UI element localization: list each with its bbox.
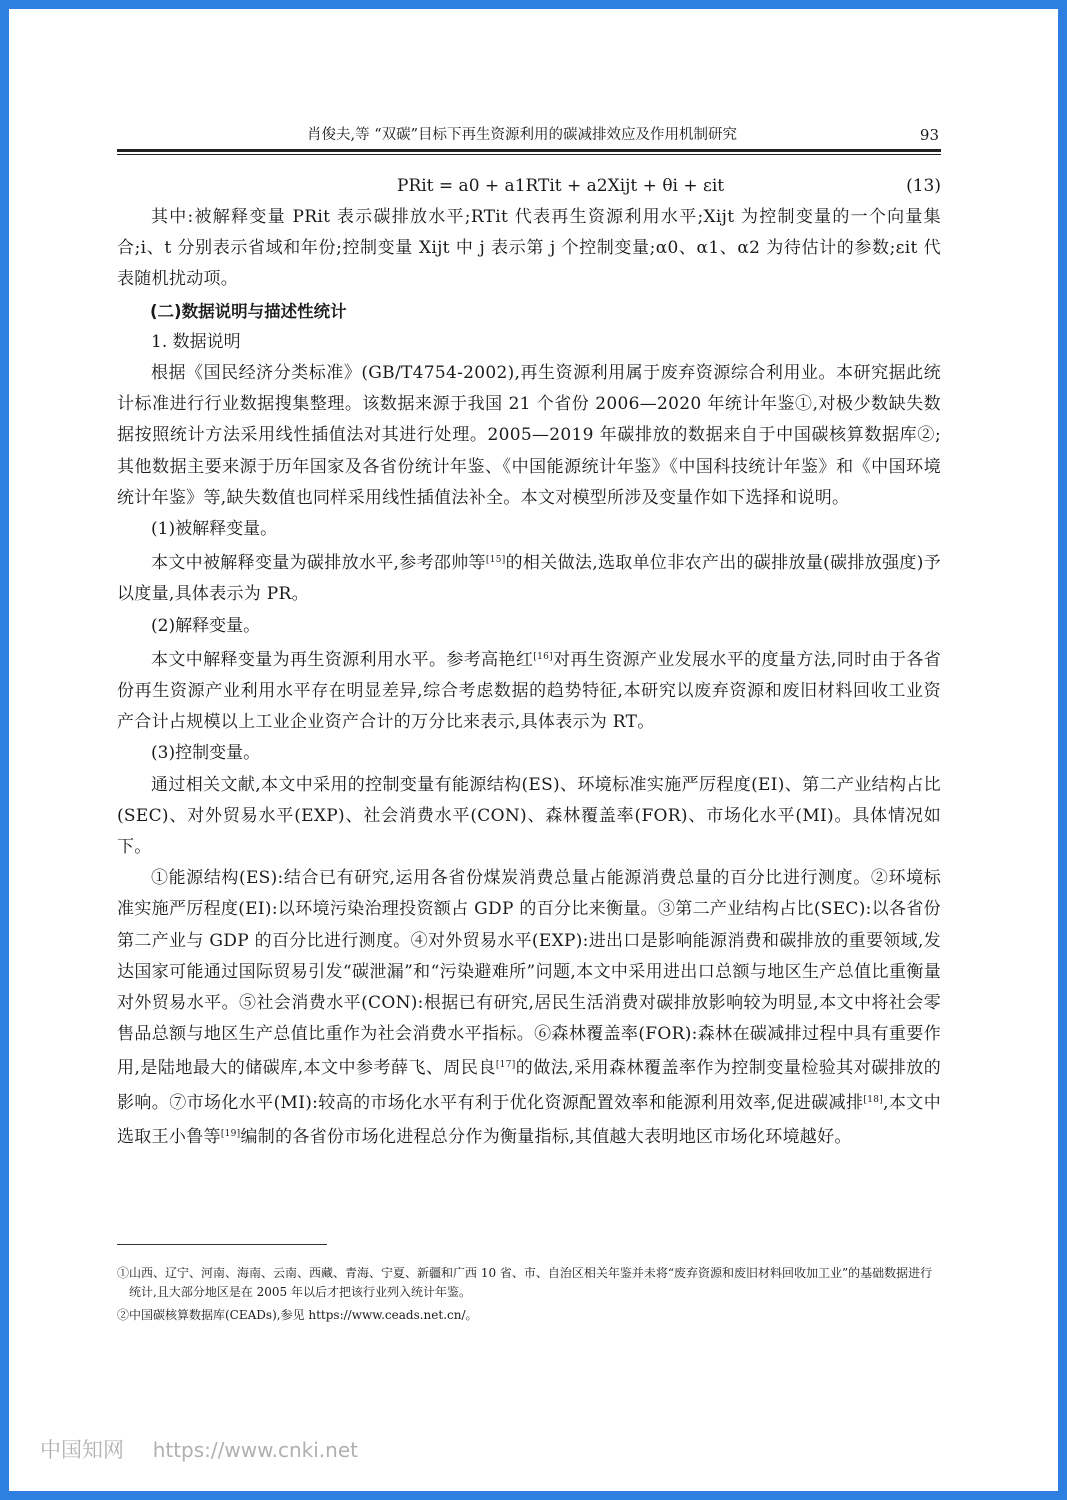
heading-dependent-variable: (1)被解释变量。: [151, 519, 278, 540]
equation-13: [117, 170, 941, 202]
paragraph-data-sources: 根据《国民经济分类标准》(GB/T4754-2002),再生资源利用属于废弃资源综合利用业。本研究据此统计标准进行行业数据搜集整理。该数据来源于我国 21 个省份 2006—2020 年统计年鉴①,对极少数缺失数据按照统计方法采用线性插值法对其进行处理。2005—2019 年碳排放的数据来自于中国碳核算数据库②;其他数据主要来源于历年国家及各省份统计年鉴、《中国能源统计年鉴》《中国科技统计年鉴》和《中国环境统计年鉴》等,缺失数值也同样采用线性插值法补全。本文对模型所涉及变量作如下选择和说明。: [117, 363, 941, 508]
paragraph-control-variable-details: [117, 863, 941, 1153]
header-rule-thick: [117, 149, 941, 152]
text-span: 本文中解释变量为再生资源利用水平。参考高艳红: [151, 649, 534, 670]
watermark-brand: 中国知网: [40, 1438, 124, 1462]
citation-19: [19]: [220, 1128, 241, 1139]
subsection-heading-data-description: 1. 数据说明: [151, 331, 241, 352]
article-body: [117, 170, 941, 1153]
text-span: ,本文中选取王小鲁等: [117, 1092, 941, 1147]
footnote-2: ②中国碳核算数据库(CEADs),参见 https://www.ceads.net.cn/。: [117, 1308, 478, 1322]
equation-formula: PRit = a0 + a1RTit + a2Xijt + θi + εit: [397, 176, 725, 196]
page-number: 93: [919, 126, 939, 144]
heading-control-variables: (3)控制变量。: [151, 743, 261, 764]
citation-18: [18]: [863, 1094, 884, 1105]
paragraph-variable-definitions: 其中:被解释变量 PRit 表示碳排放水平;RTit 代表再生资源利用水平;Xijt 为控制变量的一个向量集合;i、t 分别表示省域和年份;控制变量 Xijt 中 j 表示第 j 个控制变量;α0、α1、α2 为待估计的参数;εit 代表随机扰动项。: [117, 207, 941, 290]
footnotes: [117, 1264, 941, 1329]
paragraph-dependent-variable: [117, 545, 941, 610]
citation-17: [17]: [495, 1060, 516, 1071]
text-span: 编制的各省份市场化进程总分作为衡量指标,其值越大表明地区市场化环境越好。: [240, 1126, 852, 1147]
text-span: 的相关做法,选取单位非农产出的碳排放量(碳排放强度)予以度量,具体表示为 PR。: [117, 553, 941, 605]
running-header: [117, 124, 939, 146]
citation-15: [15]: [485, 555, 506, 566]
footnote-rule: [117, 1244, 327, 1245]
watermark-url: https://www.cnki.net: [152, 1438, 358, 1462]
heading-explanatory-variable: (2)解释变量。: [151, 615, 261, 636]
citation-16: [16]: [533, 651, 553, 662]
paragraph-control-variables: 通过相关文献,本文中采用的控制变量有能源结构(ES)、环境标准实施严厉程度(EI)、第二产业结构占比(SEC)、对外贸易水平(EXP)、社会消费水平(CON)、森林覆盖率(FOR)、市场化水平(MI)。具体情况如下。: [117, 774, 941, 858]
header-rule-thin: [117, 154, 941, 155]
section-heading-data: (二)数据说明与描述性统计: [150, 301, 347, 321]
text-span: 的做法,采用森林覆盖率作为控制变量检验其对碳排放的影响。⑦市场化水平(MI):较高的市场化水平有利于优化资源配置效率和能源利用效率,促进碳减排: [117, 1058, 941, 1113]
running-title: 肖俊夫,等 “双碳”目标下再生资源利用的碳减排效应及作用机制研究: [307, 127, 738, 143]
text-span: 本文中被解释变量为碳排放水平,参考邵帅等: [151, 553, 486, 574]
equation-number: (13): [906, 176, 941, 196]
footnote-1: ①山西、辽宁、河南、海南、云南、西藏、青海、宁夏、新疆和广西 10 省、市、自治区相关年鉴并未将“废弃资源和废旧材料回收加工业”的基础数据进行统计,且大部分地区是在 2005 年以后才把该行业列入统计年鉴。: [117, 1266, 933, 1299]
paragraph-explanatory-variable: [117, 642, 941, 739]
cnki-watermark: [40, 1434, 358, 1464]
text-span: 对再生资源产业发展水平的度量方法,同时由于各省份再生资源产业利用水平存在明显差异,综合考虑数据的趋势特征,本研究以废弃资源和废旧材料回收工业资产合计占规模以上工业企业资产合计的万分比来表示,具体表示为 RT。: [117, 649, 941, 733]
text-span: ①能源结构(ES):结合已有研究,运用各省份煤炭消费总量占能源消费总量的百分比进行测度。②环境标准实施严厉程度(EI):以环境污染治理投资额占 GDP 的百分比来衡量。③第二产业结构占比(SEC):以各省份第二产业与 GDP 的百分比进行测度。④对外贸易水平(EXP):进出口是影响能源消费和碳排放的重要领域,发达国家可能通过国际贸易引发“碳泄漏”和“污染避难所”问题,本文中采用进出口总额与地区生产总值比重衡量对外贸易水平。⑤社会消费水平(CON):根据已有研究,居民生活消费对碳排放影响较为明显,本文中将社会零售品总额与地区生产总值比重作为社会消费水平指标。⑥森林覆盖率(FOR):森林在碳减排过程中具有重要作用,是陆地最大的储碳库,本文中参考薛飞、周民良: [117, 868, 941, 1079]
